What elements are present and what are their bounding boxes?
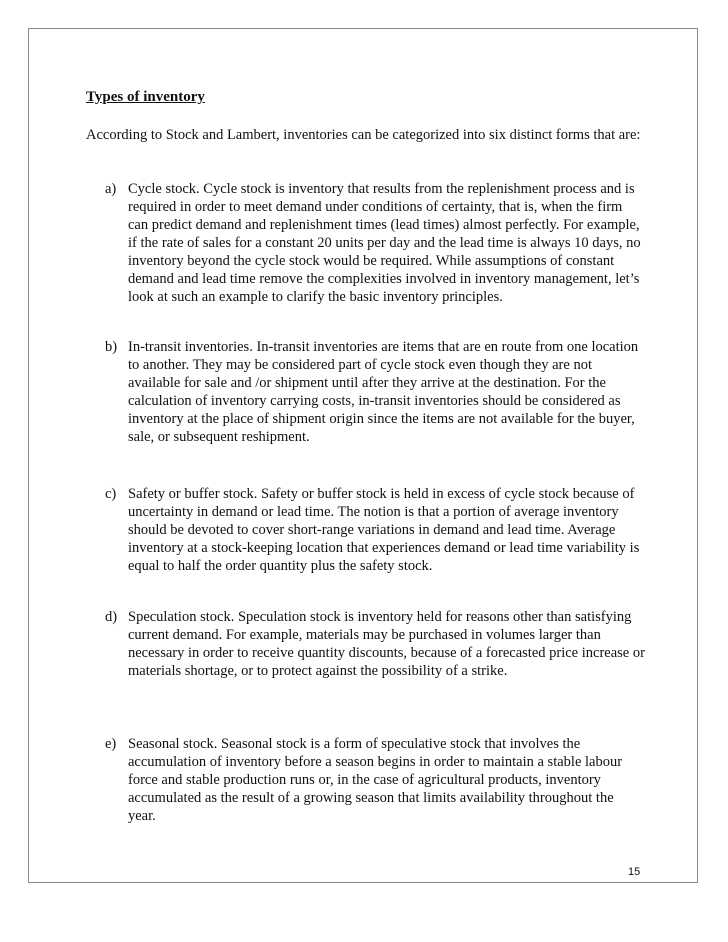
list-marker: b) <box>105 339 118 355</box>
page-number: 15 <box>628 866 641 878</box>
list-marker: a) <box>105 181 117 197</box>
list-marker: d) <box>105 609 118 625</box>
list-item-seasonal-stock <box>105 735 645 825</box>
list-item-cycle-stock <box>105 180 645 306</box>
list-marker: e) <box>105 736 117 752</box>
intro-paragraph: According to Stock and Lambert, inventories can be categorized into six distinct forms that are: <box>86 127 641 143</box>
list-marker: c) <box>105 486 117 502</box>
list-item-text: Seasonal stock. Seasonal stock is a form of speculative stock that involves the accumulation of inventory before a season begins in order to maintain a stable labour force and stable production runs or, in the case of agricultural products, inventory accumulated as the result of a growing season that limits availability throughout the year. <box>128 736 623 824</box>
list-item-text: In-transit inventories. In-transit inventories are items that are en route from one location to another. They may be considered part of cycle stock even though they are not available for sale and /or shipment until after they arrive at the destination. For the calculation of inventory carrying costs, in-transit inventories should be considered as inventory at the place of shipment origin since the items are not available for the buyer, sale, or subsequent reshipment. <box>128 339 639 445</box>
list-item-text: Speculation stock. Speculation stock is inventory held for reasons other than satisfying current demand. For example, materials may be purchased in volumes larger than necessary in order to receive quantity discounts, because of a forecasted price increase or materials shortage, or to protect against the possibility of a strike. <box>128 609 645 679</box>
list-item-in-transit <box>105 338 645 446</box>
section-heading: Types of inventory <box>86 89 205 105</box>
list-item-speculation-stock <box>105 608 645 680</box>
list-item-safety-stock <box>105 485 645 575</box>
list-item-text: Cycle stock. Cycle stock is inventory that results from the replenishment process and is required in order to meet demand under conditions of certainty, that is, when the firm can predict demand and replenishment times (lead times) almost perfectly. For example, if the rate of sales for a constant 20 units per day and the lead time is always 10 days, no inventory beyond the cycle stock would be required. While assumptions of constant demand and lead time remove the complexities involved in inventory management, let’s look at such an example to clarify the basic inventory principles. <box>128 181 641 305</box>
list-item-text: Safety or buffer stock. Safety or buffer stock is held in excess of cycle stock because of uncertainty in demand or lead time. The notion is that a portion of average inventory should be devoted to cover short-range variations in demand and lead time. Average inventory at a stock-keeping location that experiences demand or lead time variability is equal to half the order quantity plus the safety stock. <box>128 486 640 574</box>
